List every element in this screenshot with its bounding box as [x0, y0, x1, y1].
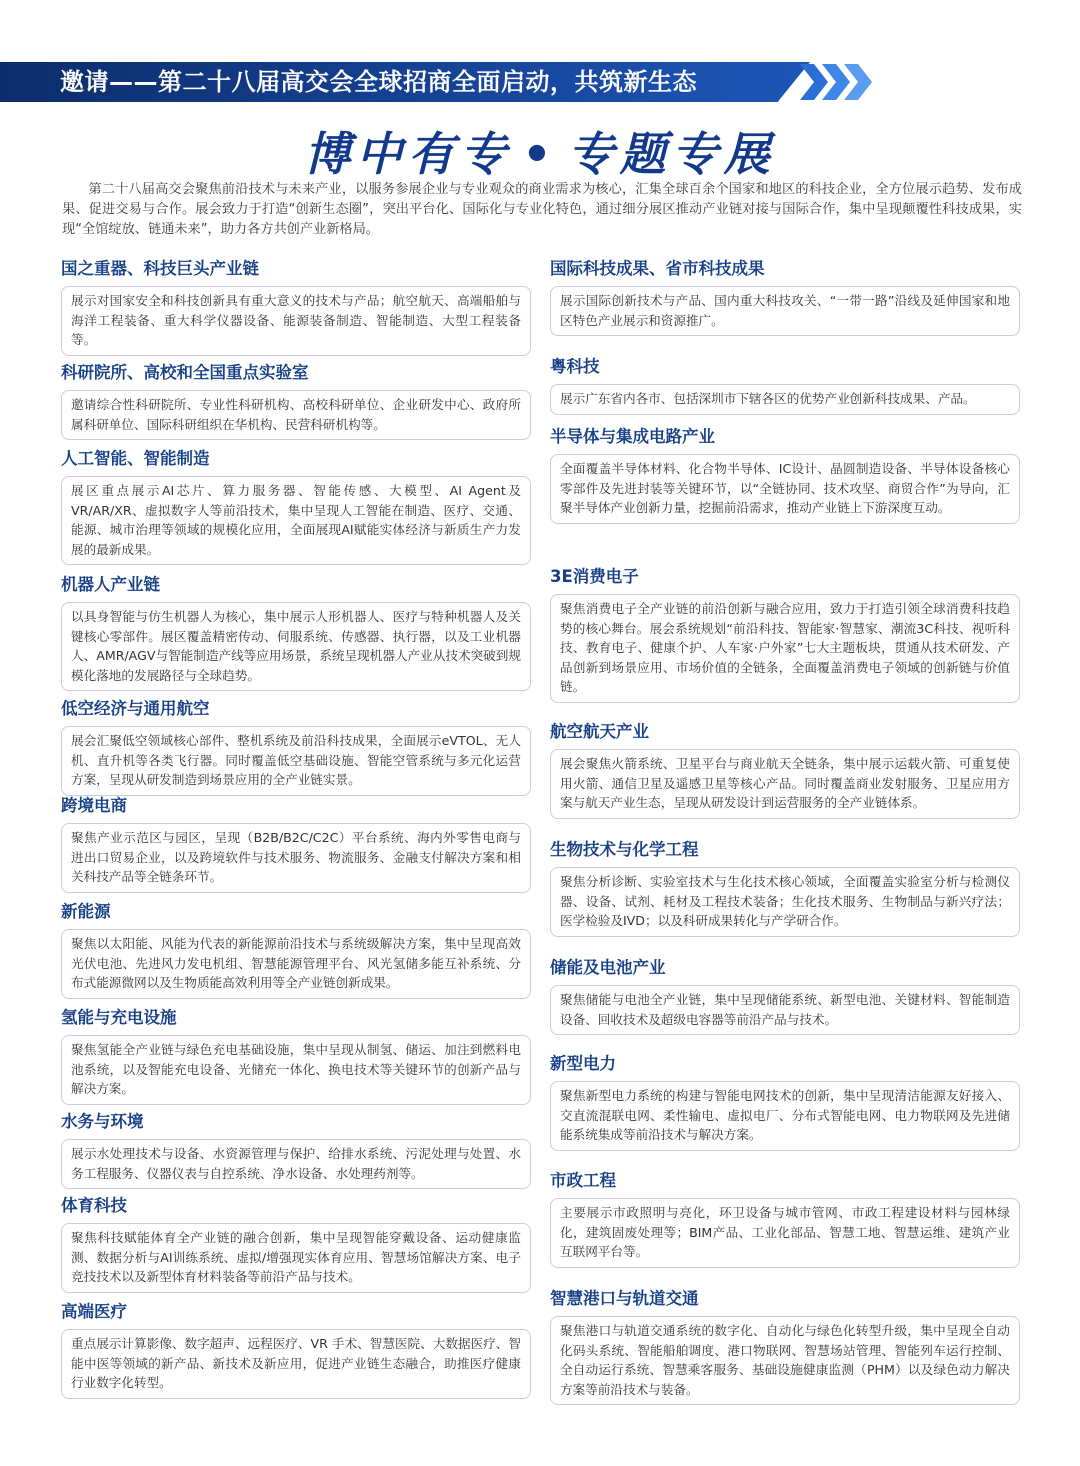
section-body: 聚焦消费电子全产业链的前沿创新与融合应用，致力于打造引领全球消费科技趋势的核心舞台。展会系统规划“前沿科技、智能家·智慧家、潮流3C科技、视听科技、教育电子、健康个护、人车家·户外家”七大主题板块，贯通从技术研发、产品创新到场景应用、市场价值的全链条，全面覆盖消费电子领域的创新链与价值链。	[550, 594, 1020, 703]
section-title: 高端医疗	[61, 1302, 127, 1321]
section-title: 低空经济与通用航空	[61, 699, 210, 718]
section	[61, 1109, 531, 1193]
section	[550, 1286, 1020, 1404]
section-body: 展示国际创新技术与产品、国内重大科技攻关、“一带一路”沿线及延伸国家和地区特色产业展示和资源推广。	[550, 286, 1020, 336]
subtitle-right: 专题专展	[567, 127, 776, 181]
section-body: 展会聚焦火箭系统、卫星平台与商业航天全链条，集中展示运载火箭、可重复使用火箭、通信卫星及遥感卫星等核心产品。同时覆盖商业发射服务、卫星应用方案与航天产业生态，呈现从研发设计到运营服务的全产业链体系。	[550, 749, 1020, 819]
section-body: 聚焦以太阳能、风能为代表的新能源前沿技术与系统级解决方案，集中呈现高效光伏电池、先进风力发电机组、智慧能源管理平台、风光氢储多能互补系统、分布式能源微网以及生物质能高效利用等全产业链创新成果。	[61, 929, 531, 999]
section-body: 聚焦产业示范区与园区，呈现（B2B/B2C/C2C）平台系统、海内外零售电商与进出口贸易企业，以及跨境软件与技术服务、物流服务、金融支付解决方案和相关科技产品等全链条环节。	[61, 823, 531, 893]
section-title: 水务与环境	[61, 1112, 144, 1131]
section	[550, 256, 1020, 354]
section-body: 聚焦储能与电池全产业链，集中呈现储能系统、新型电池、关键材料、智能制造设备、回收技术及超级电容器等前沿产品与技术。	[550, 985, 1020, 1035]
section-title: 科研院所、高校和全国重点实验室	[61, 363, 309, 382]
section-title: 粤科技	[550, 357, 600, 376]
section-title: 半导体与集成电路产业	[550, 427, 715, 446]
section	[61, 696, 531, 793]
section	[550, 564, 1020, 719]
section	[550, 354, 1020, 424]
intro-paragraph: 第二十八届高交会聚焦前沿技术与未来产业，以服务参展企业与专业观众的商业需求为核心，汇集全球百余个国家和地区的科技企业，全方位展示趋势、发布成果、促进交易与合作。展会致力于打造“创新生态圈”，突出平台化、国际化与专业化特色，通过细分展区推动产业链对接与国际合作，集中呈现颠覆性科技成果，实现“全馆绽放、链通未来”，助力各方共创产业新格局。	[62, 182, 1022, 237]
section-title: 市政工程	[550, 1171, 616, 1190]
section	[550, 1051, 1020, 1168]
section-body: 邀请综合性科研院所、专业性科研机构、高校科研单位、企业研发中心、政府所属科研单位、国际科研组织在华机构、民营科研机构等。	[61, 390, 531, 440]
section-body: 全面覆盖半导体材料、化合物半导体、IC设计、晶圆制造设备、半导体设备核心零部件及先进封装等关键环节，以“全链协同、技术攻坚、商贸合作”为导向，汇聚半导体产业创新力量，挖掘前沿需求，推动产业链上下游深度互动。	[550, 454, 1020, 524]
section-title: 国之重器、科技巨头产业链	[61, 259, 259, 278]
section-body: 聚焦氢能全产业链与绿色充电基础设施，集中呈现从制氢、储运、加注到燃料电池系统，以及智能充电设备、光储充一体化、换电技术等关键环节的创新产品与解决方案。	[61, 1035, 531, 1105]
section	[61, 793, 531, 899]
section	[61, 1193, 531, 1299]
right-column	[550, 256, 1020, 1404]
left-column	[61, 256, 531, 1403]
section	[550, 1168, 1020, 1286]
section-title: 国际科技成果、省市科技成果	[550, 259, 765, 278]
section-body: 聚焦新型电力系统的构建与智能电网技术的创新，集中呈现清洁能源友好接入、交直流混联电网、柔性输电、虚拟电厂、分布式智能电网、电力物联网及先进储能系统集成等前沿技术与解决方案。	[550, 1081, 1020, 1151]
section-title: 人工智能、智能制造	[61, 449, 210, 468]
section	[61, 360, 531, 446]
section-body: 展示对国家安全和科技创新具有重大意义的技术与产品；航空航天、高端船舶与海洋工程装备、重大科学仪器设备、能源装备制造、智能制造、大型工程装备等。	[61, 286, 531, 356]
section	[550, 424, 1020, 564]
section-body: 聚焦港口与轨道交通系统的数字化、自动化与绿色化转型升级，集中呈现全自动化码头系统、智能船舶调度、港口物联网、智慧场站管理、智能列车运行控制、全自动运行系统、智慧乘客服务、基础设施健康监测（PHM）以及绿色动力解决方案等前沿技术与装备。	[550, 1316, 1020, 1405]
section-title: 智慧港口与轨道交通	[550, 1289, 699, 1308]
section-body: 展会汇聚低空领域核心部件、整机系统及前沿科技成果，全面展示eVTOL、无人机、直升机等各类飞行器。同时覆盖低空基础设施、智能空管系统与多元化运营方案，呈现从研发制造到场景应用的全产业链实景。	[61, 726, 531, 796]
subtitle-left: 博中有专	[304, 127, 513, 181]
section	[61, 899, 531, 1005]
section-title: 跨境电商	[61, 796, 127, 815]
section-body: 主要展示市政照明与亮化，环卫设备与城市管网、市政工程建设材料与园林绿化，建筑固废处理等；BIM产品、工业化部品、智慧工地、智慧运维、建筑产业互联网平台等。	[550, 1198, 1020, 1268]
page-subtitle	[0, 118, 1080, 184]
banner-title: 邀请——第二十八届高交会全球招商全面启动，共筑新生态	[60, 68, 697, 96]
section-title: 航空航天产业	[550, 722, 649, 741]
section	[550, 719, 1020, 837]
section	[550, 837, 1020, 955]
section-body: 展示广东省内各市、包括深圳市下辖各区的优势产业创新科技成果、产品。	[550, 384, 1020, 415]
section	[61, 572, 531, 696]
section-title: 新型电力	[550, 1054, 616, 1073]
section-title: 3E消费电子	[550, 567, 639, 586]
section-title: 生物技术与化学工程	[550, 840, 699, 859]
section-body: 以具身智能与仿生机器人为核心，集中展示人形机器人、医疗与特种机器人及关键核心零部件。展区覆盖精密传动、伺服系统、传感器、执行器，以及工业机器人、AMR/AGV与智能制造产线等应用场景，系统呈现机器人产业从技术突破到规模化落地的发展路径与全球趋势。	[61, 602, 531, 691]
section-title: 新能源	[61, 902, 111, 921]
section-title: 储能及电池产业	[550, 958, 666, 977]
section-title: 机器人产业链	[61, 575, 160, 594]
section-body: 聚焦分析诊断、实验室技术与生化技术核心领域，全面覆盖实验室分析与检测仪器、设备、试剂、耗材及工程技术装备；生化技术服务、生物制品与新兴疗法；医学检验及IVD；以及科研成果转化与产学研合作。	[550, 867, 1020, 937]
section-body: 聚焦科技赋能体育全产业链的融合创新，集中呈现智能穿戴设备、运动健康监测、数据分析与AI训练系统、虚拟/增强现实体育应用、智慧场馆解决方案、电子竞技技术以及新型体育材料装备等前沿产品与技术。	[61, 1223, 531, 1293]
section-body: 展示水处理技术与设备、水资源管理与保护、给排水系统、污泥处理与处置、水务工程服务、仪器仪表与自控系统、净水设备、水处理药剂等。	[61, 1139, 531, 1189]
section-body: 重点展示计算影像、数字超声、远程医疗、VR 手术、智慧医院、大数据医疗、智能中医等领域的新产品、新技术及新应用，促进产业链生态融合，助推医疗健康行业数字化转型。	[61, 1329, 531, 1399]
section-body: 展区重点展示AI芯片、算力服务器、智能传感、大模型、AI Agent及VR/AR/XR、虚拟数字人等前沿技术，集中呈现人工智能在制造、医疗、交通、能源、城市治理等领域的规模化应用，全面展现AI赋能实体经济与新质生产力发展的最新成果。	[61, 476, 531, 565]
section-title: 体育科技	[61, 1196, 127, 1215]
section-title: 氢能与充电设施	[61, 1008, 177, 1027]
chevron-arrows-icon	[792, 62, 882, 102]
subtitle-separator: •	[522, 127, 558, 181]
section	[550, 955, 1020, 1051]
section	[61, 446, 531, 572]
section	[61, 256, 531, 360]
section	[61, 1299, 531, 1403]
section	[61, 1005, 531, 1109]
